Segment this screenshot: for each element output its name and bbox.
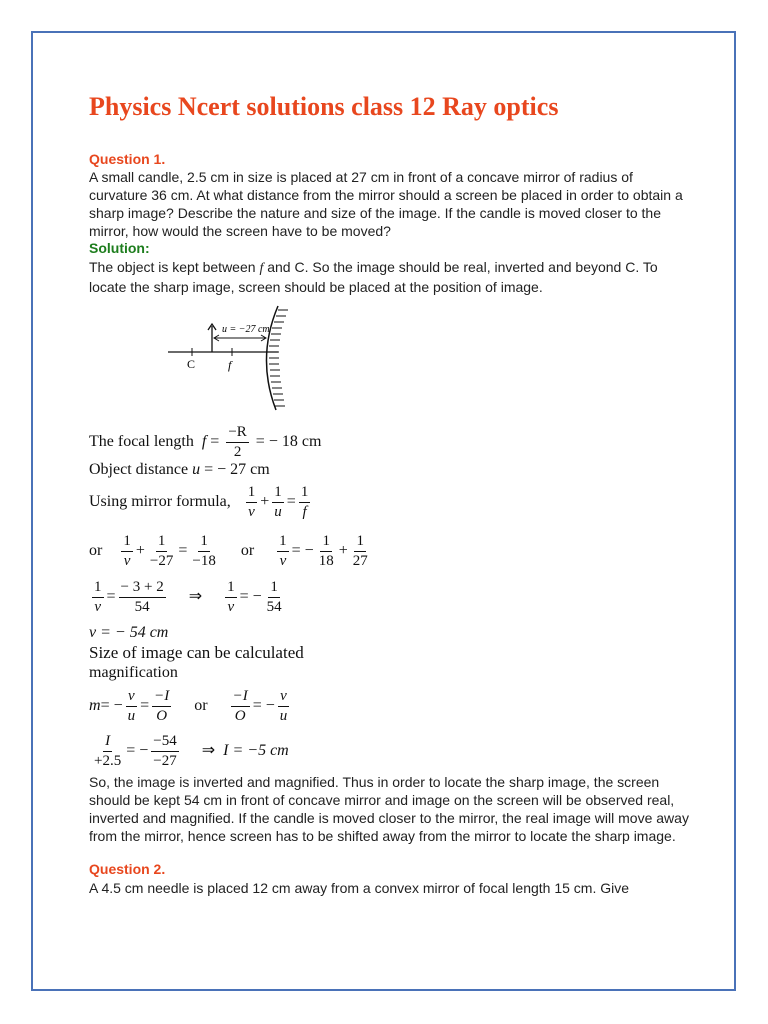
- mirror-formula-line: Using mirror formula, $\frac{1}{v}$ + $\frac{1}{u}$ = $\frac{1}{f}$: [89, 484, 309, 520]
- magnification-equation: m= − $\frac{v}{u}$ = $\frac{-I}{O}$ or $\frac{-I}{O}$ = − $\frac{v}{u}$: [89, 688, 288, 724]
- label-c: C: [187, 357, 196, 371]
- question-2-text: A 4.5 cm needle is placed 12 cm away from a convex mirror of focal length 15 cm. Give: [89, 880, 630, 896]
- solution-heading: Solution:: [89, 240, 150, 256]
- solution-intro: The object is kept between f and C. So the image should be real, inverted and beyond C. To locate the sharp image, screen should be placed at the position of image.: [89, 259, 658, 295]
- magnification-word: magnification: [89, 664, 178, 681]
- page-title: Physics Ncert solutions class 12 Ray optics: [89, 92, 559, 121]
- distance-label: u = −27 cm: [222, 324, 270, 335]
- image-size-equation: $\frac{I}{+2.5}$ = − $\frac{-54}{-27}$ ⇒ I = −5 cm: [94, 733, 289, 769]
- question-1-text: A small candle, 2.5 cm in size is placed at 27 cm in front of a concave mirror of radius of curvature 36 cm. At what distance from the mirror should a screen be placed in order to obtain a sharp image? Describe the nature and size of the image. If the candle is moved closer to the mirror, how would the screen have to be moved?: [89, 169, 683, 239]
- simplification-line: $\frac{1}{v}$ = $\frac{- 3 + 2}{54}$ ⇒ $\frac{1}{v}$ = − $\frac{1}{54}$: [94, 579, 282, 615]
- concave-mirror-diagram: [160, 300, 300, 415]
- focal-length-equation: The focal length f = $\frac{-R}{2}$ = − 18 cm: [89, 424, 322, 460]
- substitution-line: or $\frac{1}{v}$ + $\frac{1}{-27}$ = $\frac{1}{-18}$ or $\frac{1}{v}$ = − $\frac{1}{18}$ + $\frac{1}{27}$: [89, 533, 368, 569]
- question-1-heading: Question 1.: [89, 151, 166, 167]
- object-distance-line: Object distance u = − 27 cm: [89, 461, 270, 478]
- label-f: f: [228, 358, 232, 372]
- solution-conclusion: So, the image is inverted and magnified. Thus in order to locate the sharp image, the screen should be kept 54 cm in front of concave mirror and image on the screen will be observed real, inverted and magnified. If the candle is moved closer to the mirror, the real image will move away from the mirror, hence screen has to be shifted away from the mirror to locate the sharp image.: [89, 774, 689, 844]
- size-of-image-line: Size of image can be calculated: [89, 643, 304, 662]
- image-distance-result: v = − 54 cm: [89, 624, 169, 641]
- question-2-heading: Question 2.: [89, 861, 166, 877]
